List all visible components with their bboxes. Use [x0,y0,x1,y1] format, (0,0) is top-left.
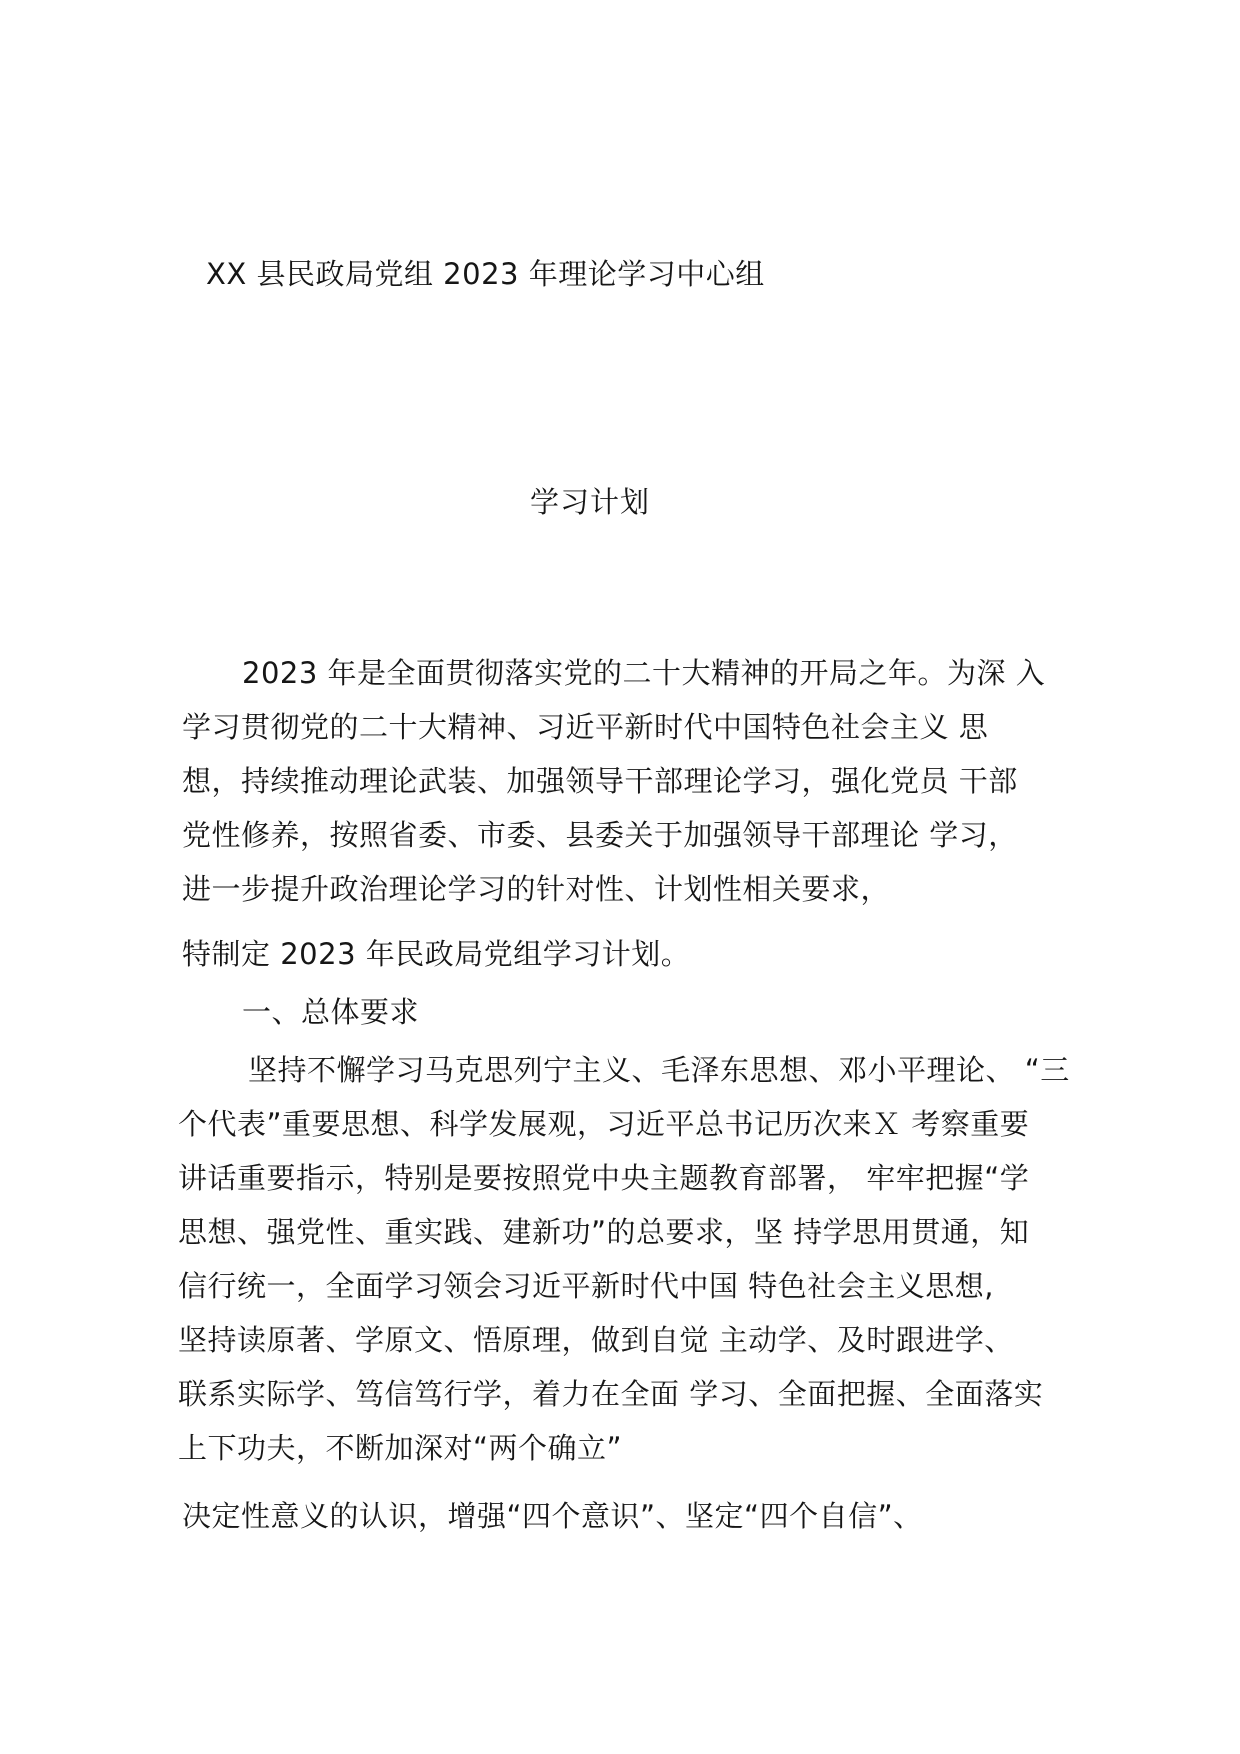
section-heading: 一、总体要求 [242,995,420,1029]
intro-line: 学习贯彻党的二十大精神、习近平新时代中国特色社会主义 思 [182,710,989,744]
body-line: 坚持读原著、学原文、悟原理，做到自觉 主动学、及时跟进学、 [178,1323,1014,1357]
intro-line: 党性修养，按照省委、市委、县委关于加强领导干部理论 学习， [182,818,1018,852]
document-subtitle: 学习计划 [530,485,651,519]
body-line: 讲话重要指示，特别是要按照党中央主题教育部署， 牢牢把握“学 [178,1161,1030,1195]
document-title: XX 县民政局党组 2023 年理论学习中心组 [206,257,765,291]
body-line: 信行统一，全面学习领会习近平新时代中国 特色社会主义思想, [178,1269,994,1303]
body-line: 坚持不懈学习马克思列宁主义、毛泽东思想、邓小平理论、 “三 [248,1053,1070,1087]
body-line: 思想、强党性、重实践、建新功”的总要求，坚 持学思用贯通，知 [178,1215,1030,1249]
intro-line: 想，持续推动理论武装、加强领导干部理论学习，强化党员 干部 [182,764,1018,798]
intro-line: 进一步提升政治理论学习的针对性、计划性相关要求， [182,872,891,906]
body-line: 决定性意义的认识，增强“四个意识”、坚定“四个自信”、 [182,1499,923,1533]
intro-line: 2023 年是全面贯彻落实党的二十大精神的开局之年。为深 入 [242,656,1046,690]
body-line: 联系实际学、笃信笃行学，着力在全面 学习、全面把握、全面落实 [178,1377,1044,1411]
body-line: 个代表”重要思想、科学发展观，习近平总书记历次来Ｘ 考察重要 [178,1107,1030,1141]
intro-line: 特制定 2023 年民政局党组学习计划。 [182,937,691,971]
body-line: 上下功夫，不断加深对“两个确立” [178,1431,623,1465]
